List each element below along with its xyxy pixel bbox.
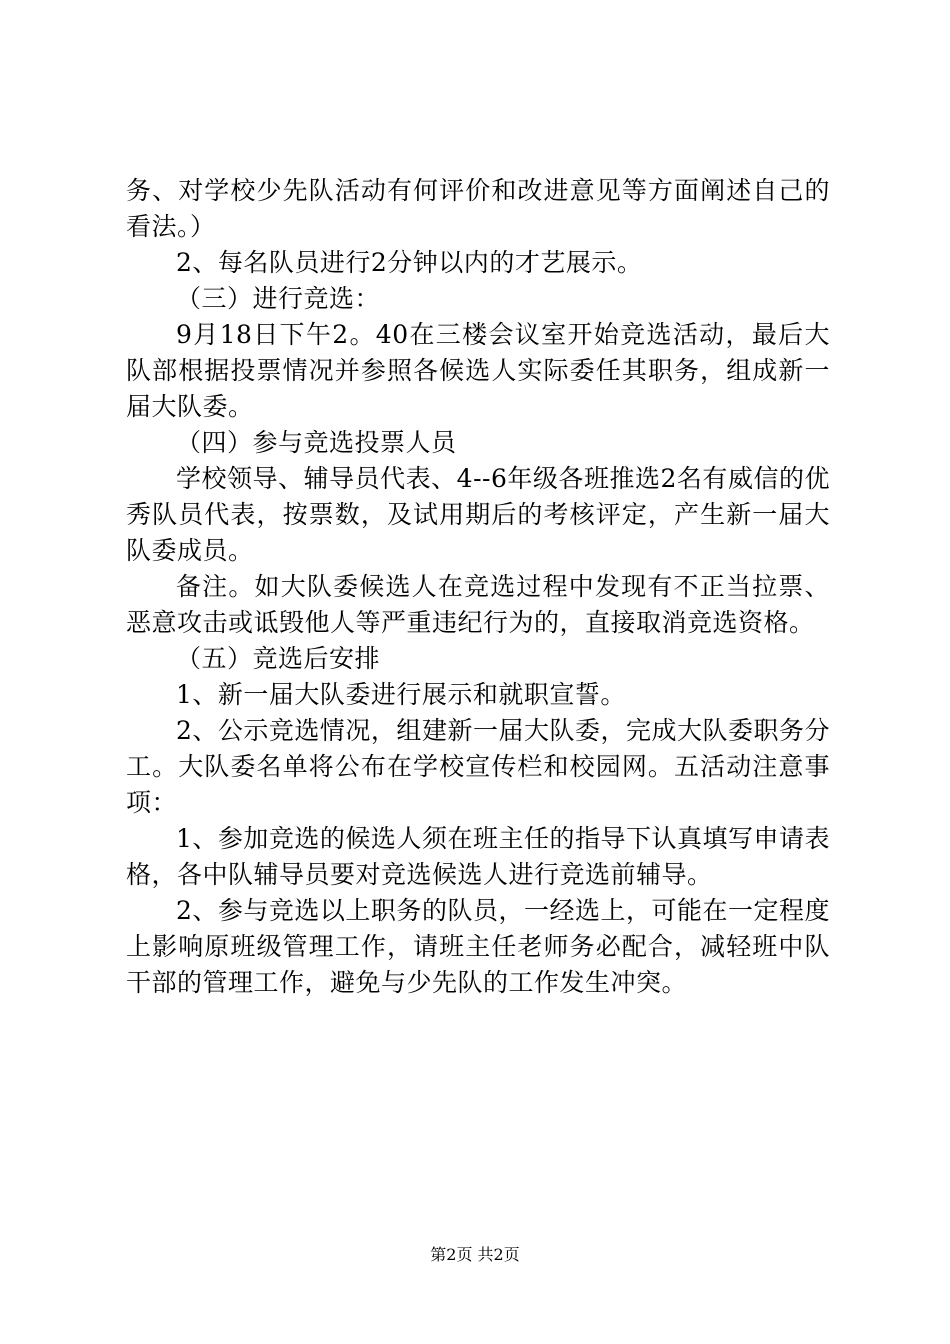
page-number-footer: 第2页 共2页 xyxy=(430,1245,520,1264)
section-heading-4: （四）参与竞选投票人员 xyxy=(176,428,457,457)
paragraph-11: 1、参加竞选的候选人须在班主任的指导下认真填写申请表格，各中队辅导员要对竞选候选人进行竞选前辅导。 xyxy=(126,824,830,889)
paragraph-4: 9月18日下午2。40在三楼会议室开始竞选活动，最后大队部根据投票情况并参照各候选人实际委任其职务，组成新一届大队委。 xyxy=(126,320,830,421)
paragraph-12: 2、参与竞选以上职务的队员，一经选上，可能在一定程度上影响原班级管理工作，请班主任老师务必配合，减轻班中队干部的管理工作，避免与少先队的工作发生冲突。 xyxy=(126,896,830,997)
paragraph-remark: 备注。如大队委候选人在竞选过程中发现有不正当拉票、恶意攻击或诋毁他人等严重违纪行为的，直接取消竞选资格。 xyxy=(126,572,830,637)
paragraph-10: 2、公示竞选情况，组建新一届大队委，完成大队委职务分工。大队委名单将公布在学校宣传栏和校园网。五活动注意事项： xyxy=(126,716,830,817)
document-body xyxy=(126,173,830,1001)
section-heading-5: （五）竞选后安排 xyxy=(176,644,381,673)
section-heading-3: （三）进行竞选： xyxy=(176,284,381,313)
paragraph-1: 务、对学校少先队活动有何评价和改进意见等方面阐述自己的看法。） xyxy=(126,176,830,241)
paragraph-9: 1、新一届大队委进行展示和就职宣誓。 xyxy=(176,680,626,709)
paragraph-2: 2、每名队员进行2分钟以内的才艺展示。 xyxy=(176,248,643,277)
paragraph-6: 学校领导、辅导员代表、4--6年级各班推选2名有威信的优秀队员代表，按票数，及试用期后的考核评定，产生新一届大队委成员。 xyxy=(126,464,830,565)
